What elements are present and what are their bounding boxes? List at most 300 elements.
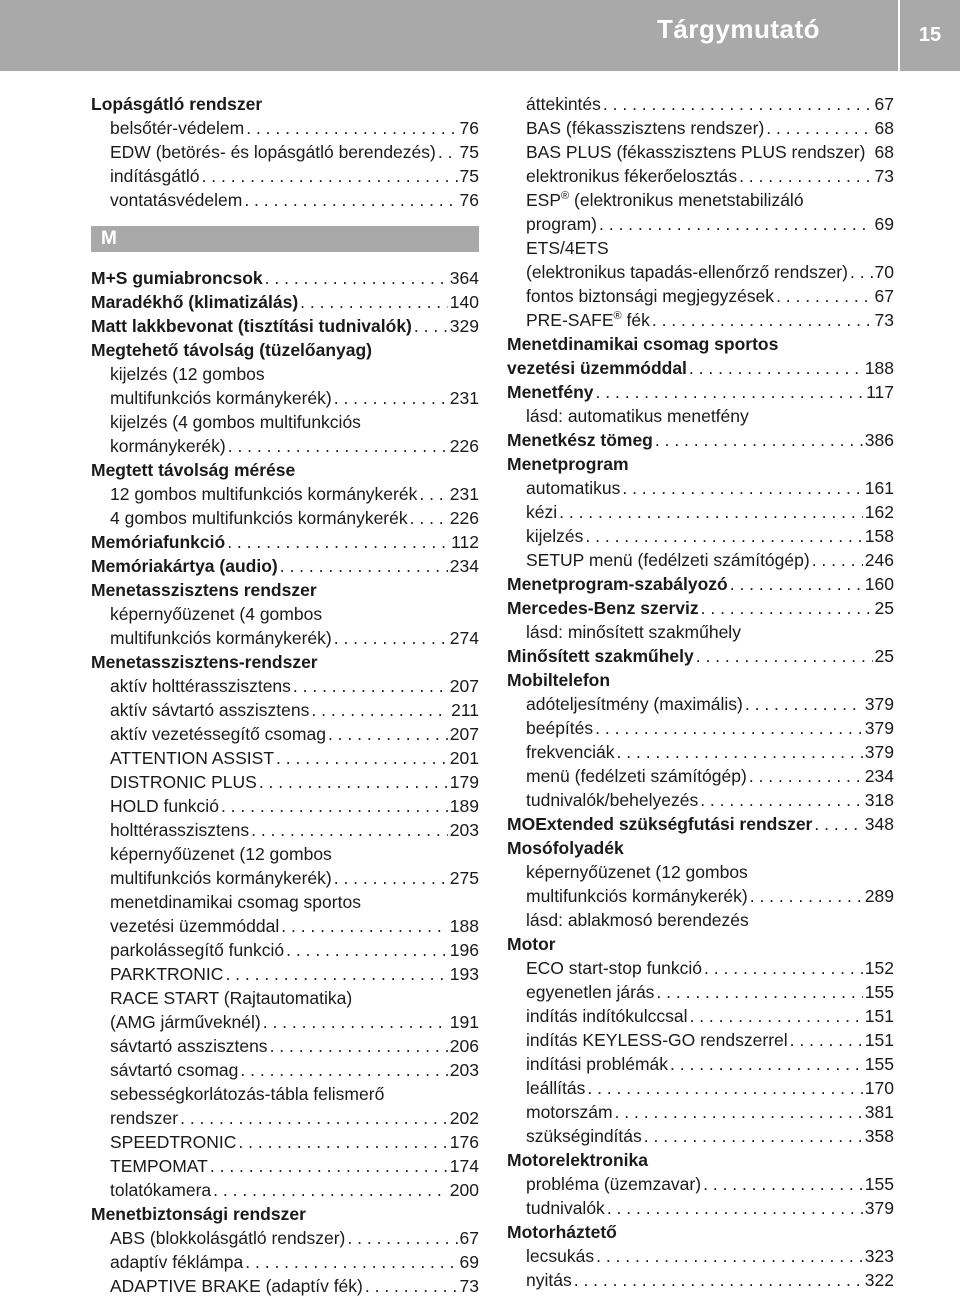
page-reference: 69 (874, 214, 894, 234)
index-entry (507, 428, 894, 452)
dot-leader (670, 1052, 863, 1076)
dot-leader (438, 140, 458, 164)
index-subentry (91, 1250, 479, 1274)
index-subentry (91, 1274, 479, 1298)
index-subentry (91, 1130, 479, 1154)
index-entry (507, 644, 894, 668)
dot-leader (644, 1124, 863, 1148)
dot-leader (286, 938, 448, 962)
index-entry (91, 530, 479, 554)
dot-leader (700, 788, 863, 812)
page-reference: 203 (449, 820, 479, 840)
dot-leader (766, 116, 872, 140)
entry-text: multifunkciós kormánykerék) (110, 388, 332, 408)
dot-leader (599, 212, 873, 236)
entry-text: PARKTRONIC (110, 964, 224, 984)
entry-text: Minősített szakműhely (507, 646, 694, 666)
dot-leader (689, 1004, 862, 1028)
index-entry (507, 932, 894, 956)
entry-text: nyitás (526, 1270, 572, 1290)
index-subentry (91, 386, 479, 410)
dot-leader (790, 1028, 863, 1052)
index-subentry (91, 410, 479, 434)
page-reference: 179 (449, 772, 479, 792)
dot-leader (652, 308, 873, 332)
index-block-m (91, 266, 479, 1298)
dot-leader (749, 764, 863, 788)
entry-text: DISTRONIC PLUS (110, 772, 257, 792)
page-reference: 289 (864, 886, 894, 906)
entry-text: vezetési üzemmóddal (507, 358, 687, 378)
dot-leader (251, 818, 448, 842)
page-reference: 170 (864, 1078, 894, 1098)
index-column-right (507, 92, 894, 1292)
dot-leader (596, 380, 865, 404)
entry-text: képernyőüzenet (4 gombos (110, 604, 323, 624)
page-reference: 275 (449, 868, 479, 888)
entry-text: Motorelektronika (507, 1150, 648, 1170)
dot-leader (347, 1226, 457, 1250)
index-subentry (507, 860, 894, 884)
page-reference: 207 (449, 676, 479, 696)
dot-leader (696, 644, 873, 668)
index-subentry (507, 884, 894, 908)
index-entry (91, 266, 479, 290)
entry-text: aktív holttérasszisztens (110, 676, 291, 696)
index-subentry (507, 188, 894, 212)
page-reference: 73 (874, 166, 894, 186)
page-reference: 234 (449, 556, 479, 576)
dot-leader (300, 290, 448, 314)
index-entry (91, 458, 479, 482)
index-subentry (507, 1124, 894, 1148)
index-subentry (91, 362, 479, 386)
index-subentry (507, 1172, 894, 1196)
dot-leader (270, 1034, 448, 1058)
page-reference: 202 (449, 1108, 479, 1128)
page-reference: 191 (449, 1012, 479, 1032)
index-subentry (507, 716, 894, 740)
entry-text: program) (526, 214, 597, 234)
entry-text: M+S gumiabroncsok (91, 268, 263, 288)
entry-text: probléma (üzemzavar) (526, 1174, 702, 1194)
page-reference: 234 (864, 766, 894, 786)
entry-text: sebességkorlátozás-tábla felismerő (110, 1084, 385, 1104)
entry-text: Megtehető távolság (tüzelőanyag) (91, 340, 373, 360)
entry-text: Maradékhő (klimatizálás) (91, 292, 299, 312)
entry-text: Menetdinamikai csomag sportos (507, 334, 779, 354)
entry-text: multifunkciós kormánykerék) (110, 628, 332, 648)
entry-text: multifunkciós kormánykerék) (110, 868, 332, 888)
dot-leader (365, 1274, 458, 1298)
index-subentry (91, 482, 479, 506)
page-reference: 200 (449, 1180, 479, 1200)
index-subentry (91, 722, 479, 746)
entry-text: ECO start-stop funkció (526, 958, 703, 978)
entry-text: Menetprogram-szabályozó (507, 574, 728, 594)
index-entry (91, 92, 479, 116)
page-reference: 381 (864, 1102, 894, 1122)
page-reference: 67 (459, 1228, 479, 1248)
entry-text: ESP® (elektronikus menetstabilizáló (526, 190, 804, 210)
page-title: Tárgymutató (657, 14, 820, 44)
index-subentry (91, 1154, 479, 1178)
index-subentry (507, 116, 894, 140)
entry-text: fontos biztonsági megjegyzések (526, 286, 775, 306)
entry-text: indítás KEYLESS-GO rendszerrel (526, 1030, 788, 1050)
entry-text: belsőtér-védelem (110, 118, 245, 138)
page-reference: 174 (449, 1156, 479, 1176)
dot-leader (410, 506, 448, 530)
dot-leader (328, 722, 448, 746)
entry-text: BAS (fékasszisztens rendszer) (526, 118, 765, 138)
dot-leader (701, 596, 873, 620)
dot-leader (704, 956, 863, 980)
dot-leader (334, 386, 448, 410)
index-subentry (91, 116, 479, 140)
dot-leader (334, 866, 448, 890)
dot-leader (587, 1076, 862, 1100)
page-reference: 158 (864, 526, 894, 546)
dot-leader (238, 1130, 447, 1154)
entry-text: ABS (blokkolásgátló rendszer) (110, 1228, 346, 1248)
entry-text: TEMPOMAT (110, 1156, 208, 1176)
index-entry (507, 356, 894, 380)
entry-text: kézi (526, 502, 558, 522)
entry-text: tolatókamera (110, 1180, 212, 1200)
index-subentry (91, 506, 479, 530)
dot-leader (221, 794, 448, 818)
index-block-lopasgatlo (91, 92, 479, 212)
entry-text: kijelzés (526, 526, 584, 546)
dot-leader (202, 164, 458, 188)
index-subentry (91, 938, 479, 962)
page-reference: 329 (449, 316, 479, 336)
index-subentry (91, 818, 479, 842)
page-reference: 155 (864, 982, 894, 1002)
entry-text: 4 gombos multifunkciós kormánykerék (110, 508, 408, 528)
dot-leader (280, 554, 448, 578)
entry-text: kormánykerék) (110, 436, 226, 456)
entry-text: egyenetlen járás (526, 982, 655, 1002)
dot-leader (244, 188, 457, 212)
index-entry (91, 338, 479, 362)
index-subentry (507, 1052, 894, 1076)
entry-text: tudnivalók/behelyezés (526, 790, 699, 810)
page-reference: 75 (459, 142, 479, 162)
index-subentry (507, 548, 894, 572)
index-entry (91, 650, 479, 674)
index-subentry (91, 1082, 479, 1106)
entry-text: Menetprogram (507, 454, 629, 474)
dot-leader (689, 356, 863, 380)
entry-text: SPEEDTRONIC (110, 1132, 237, 1152)
index-entry (91, 1202, 479, 1226)
entry-text: holttérasszisztens (110, 820, 250, 840)
index-subentry (507, 524, 894, 548)
index-entry (507, 1220, 894, 1244)
index-entry (507, 380, 894, 404)
page-reference: 318 (864, 790, 894, 810)
dot-leader (750, 884, 863, 908)
dot-leader (814, 812, 862, 836)
dot-leader (595, 716, 863, 740)
dot-leader (228, 434, 448, 458)
dot-leader (574, 1268, 863, 1292)
index-subentry (507, 404, 894, 428)
dot-leader (334, 626, 448, 650)
dot-leader (276, 746, 448, 770)
index-entry (91, 290, 479, 314)
page-reference: 73 (459, 1276, 479, 1296)
entry-text: kijelzés (4 gombos multifunkciós (110, 412, 361, 432)
index-subentry (507, 164, 894, 188)
index-entry (91, 578, 479, 602)
entry-text: Mobiltelefon (507, 670, 611, 690)
page-reference: 379 (864, 718, 894, 738)
dot-leader (180, 1106, 448, 1130)
index-entry (507, 668, 894, 692)
page-reference: 160 (864, 574, 894, 594)
index-subentry (507, 1004, 894, 1028)
dot-leader (617, 740, 863, 764)
entry-text: menü (fedélzeti számítógép) (526, 766, 747, 786)
page-reference: 196 (449, 940, 479, 960)
index-subentry (91, 140, 479, 164)
page-reference: 274 (449, 628, 479, 648)
index-block-m-continued (507, 92, 894, 1292)
page-reference: 226 (449, 436, 479, 456)
dot-leader (585, 524, 862, 548)
index-subentry (91, 188, 479, 212)
entry-text: multifunkciós kormánykerék) (526, 886, 748, 906)
index-subentry (91, 1226, 479, 1250)
index-subentry (507, 740, 894, 764)
dot-leader (227, 530, 449, 554)
entry-text: leállítás (526, 1078, 586, 1098)
page-reference: 162 (864, 502, 894, 522)
entry-text: menetdinamikai csomag sportos (110, 892, 361, 912)
index-subentry (91, 962, 479, 986)
page-reference: 188 (864, 358, 894, 378)
index-entry (507, 596, 894, 620)
page-reference: 211 (451, 700, 479, 720)
index-subentry (507, 1196, 894, 1220)
entry-text: RACE START (Rajtautomatika) (110, 988, 353, 1008)
entry-text: HOLD funkció (110, 796, 219, 816)
index-subentry (91, 434, 479, 458)
header-bar (0, 0, 898, 71)
entry-text: BAS PLUS (fékasszisztens PLUS rendszer) (526, 142, 866, 162)
entry-text: sávtartó asszisztens (110, 1036, 268, 1056)
page-reference: 75 (459, 166, 479, 186)
entry-text: elektronikus fékerőelosztás (526, 166, 738, 186)
dot-leader (414, 314, 448, 338)
index-entry (507, 332, 894, 356)
index-subentry (507, 908, 894, 932)
index-subentry (507, 1268, 894, 1292)
index-subentry (507, 1244, 894, 1268)
index-subentry (507, 140, 894, 164)
entry-text: aktív vezetéssegítő csomag (110, 724, 326, 744)
page-reference: 364 (449, 268, 479, 288)
entry-text: SETUP menü (fedélzeti számítógép) (526, 550, 810, 570)
dot-leader (559, 500, 863, 524)
index-entry (507, 452, 894, 476)
entry-text: ETS/4ETS (526, 238, 609, 258)
dot-leader (293, 674, 448, 698)
index-subentry (91, 1178, 479, 1202)
index-subentry (507, 260, 894, 284)
entry-text: (elektronikus tapadás-ellenőrző rendszer) (526, 262, 848, 282)
index-subentry (91, 1106, 479, 1130)
entry-text: képernyőüzenet (12 gombos (526, 862, 748, 882)
entry-text: aktív sávtartó asszisztens (110, 700, 310, 720)
page-reference: 68 (874, 118, 894, 138)
entry-text: tudnivalók (526, 1198, 605, 1218)
dot-leader (419, 482, 447, 506)
entry-text: sávtartó csomag (110, 1060, 239, 1080)
dot-leader (240, 1058, 447, 1082)
entry-text: áttekintés (526, 94, 601, 114)
page-reference: 193 (449, 964, 479, 984)
page-header (0, 0, 960, 71)
page-reference: 379 (864, 694, 894, 714)
dot-leader (259, 770, 448, 794)
page-reference: 155 (864, 1054, 894, 1074)
index-entry (507, 1148, 894, 1172)
index-subentry (91, 866, 479, 890)
page-reference: 188 (449, 916, 479, 936)
index-subentry (507, 92, 894, 116)
dot-leader (311, 698, 449, 722)
page-reference: 386 (864, 430, 894, 450)
dot-leader (603, 92, 873, 116)
page-reference: 76 (459, 118, 479, 138)
entry-text: Lopásgátló rendszer (91, 94, 263, 114)
entry-text: adaptív féklámpa (110, 1252, 244, 1272)
page-number: 15 (900, 0, 960, 71)
dot-leader (739, 164, 872, 188)
index-subentry (91, 1058, 479, 1082)
index-subentry (91, 746, 479, 770)
entry-text: Matt lakkbevonat (tisztítási tudnivalók) (91, 316, 412, 336)
index-subentry (91, 1010, 479, 1034)
entry-text: beépítés (526, 718, 594, 738)
index-entry (91, 554, 479, 578)
entry-text: indításgátló (110, 166, 200, 186)
entry-text: MOExtended szükségfutási rendszer (507, 814, 813, 834)
entry-text: Motor (507, 934, 556, 954)
entry-text: Menetbiztonsági rendszer (91, 1204, 306, 1224)
entry-text: lásd: ablakmosó berendezés (526, 910, 749, 930)
index-subentry (507, 236, 894, 260)
entry-text: motorszám (526, 1102, 613, 1122)
index-subentry (507, 212, 894, 236)
page-reference: 67 (874, 94, 894, 114)
index-entry (91, 314, 479, 338)
index-subentry (507, 788, 894, 812)
entry-text: vontatásvédelem (110, 190, 243, 210)
page-reference: 151 (864, 1030, 894, 1050)
dot-leader (812, 548, 863, 572)
index-subentry (507, 692, 894, 716)
entry-text: ADAPTIVE BRAKE (adaptív fék) (110, 1276, 363, 1296)
index-subentry (91, 890, 479, 914)
index-subentry (507, 308, 894, 332)
page-reference: 322 (864, 1270, 894, 1290)
index-subentry (507, 1076, 894, 1100)
page-reference: 151 (864, 1006, 894, 1026)
page-reference: 176 (449, 1132, 479, 1152)
index-entry (507, 836, 894, 860)
entry-text: adóteljesítmény (maximális) (526, 694, 743, 714)
entry-text: EDW (betörés- és lopásgátló berendezés) (110, 142, 436, 162)
index-subentry (507, 1028, 894, 1052)
entry-text: Memóriakártya (audio) (91, 556, 278, 576)
page-reference: 323 (864, 1246, 894, 1266)
page-reference: 379 (864, 742, 894, 762)
entry-text: parkolássegítő funkció (110, 940, 285, 960)
dot-leader (730, 572, 863, 596)
page-reference: 70 (874, 262, 894, 282)
dot-leader (655, 428, 863, 452)
page-reference: 189 (449, 796, 479, 816)
dot-leader (615, 1100, 863, 1124)
page-reference: 69 (459, 1252, 479, 1272)
page-reference: 140 (449, 292, 479, 312)
page-reference: 73 (874, 310, 894, 330)
dot-leader (656, 980, 862, 1004)
entry-text: képernyőüzenet (12 gombos (110, 844, 332, 864)
dot-leader (703, 1172, 863, 1196)
dot-leader (210, 1154, 448, 1178)
entry-text: Menetkész tömeg (507, 430, 653, 450)
index-subentry (91, 164, 479, 188)
entry-text: indítási problémák (526, 1054, 669, 1074)
entry-text: lecsukás (526, 1246, 595, 1266)
index-subentry (91, 842, 479, 866)
page-reference: 201 (449, 748, 479, 768)
dot-leader (622, 476, 862, 500)
index-subentry (507, 620, 894, 644)
page-reference: 25 (874, 598, 894, 618)
page-reference: 348 (864, 814, 894, 834)
entry-text: Memóriafunkció (91, 532, 226, 552)
page-reference: 231 (449, 484, 479, 504)
index-subentry (507, 500, 894, 524)
entry-text: lásd: minősített szakműhely (526, 622, 741, 642)
index-entry (507, 572, 894, 596)
page-reference: 68 (874, 142, 894, 162)
page-reference: 76 (459, 190, 479, 210)
page-reference: 112 (451, 532, 479, 552)
dot-leader (850, 260, 873, 284)
entry-text: kijelzés (12 gombos (110, 364, 265, 384)
index-subentry (507, 1100, 894, 1124)
entry-text: Menetfény (507, 382, 594, 402)
entry-text: Motorháztető (507, 1222, 617, 1242)
entry-text: Mercedes-Benz szerviz (507, 598, 699, 618)
entry-text: indítás indítókulccsal (526, 1006, 688, 1026)
entry-text: Menetasszisztens-rendszer (91, 652, 318, 672)
index-column-left (91, 92, 479, 1298)
page-reference: 203 (449, 1060, 479, 1080)
dot-leader (776, 284, 872, 308)
index-subentry (91, 674, 479, 698)
page-reference: 231 (449, 388, 479, 408)
dot-leader (245, 1250, 457, 1274)
